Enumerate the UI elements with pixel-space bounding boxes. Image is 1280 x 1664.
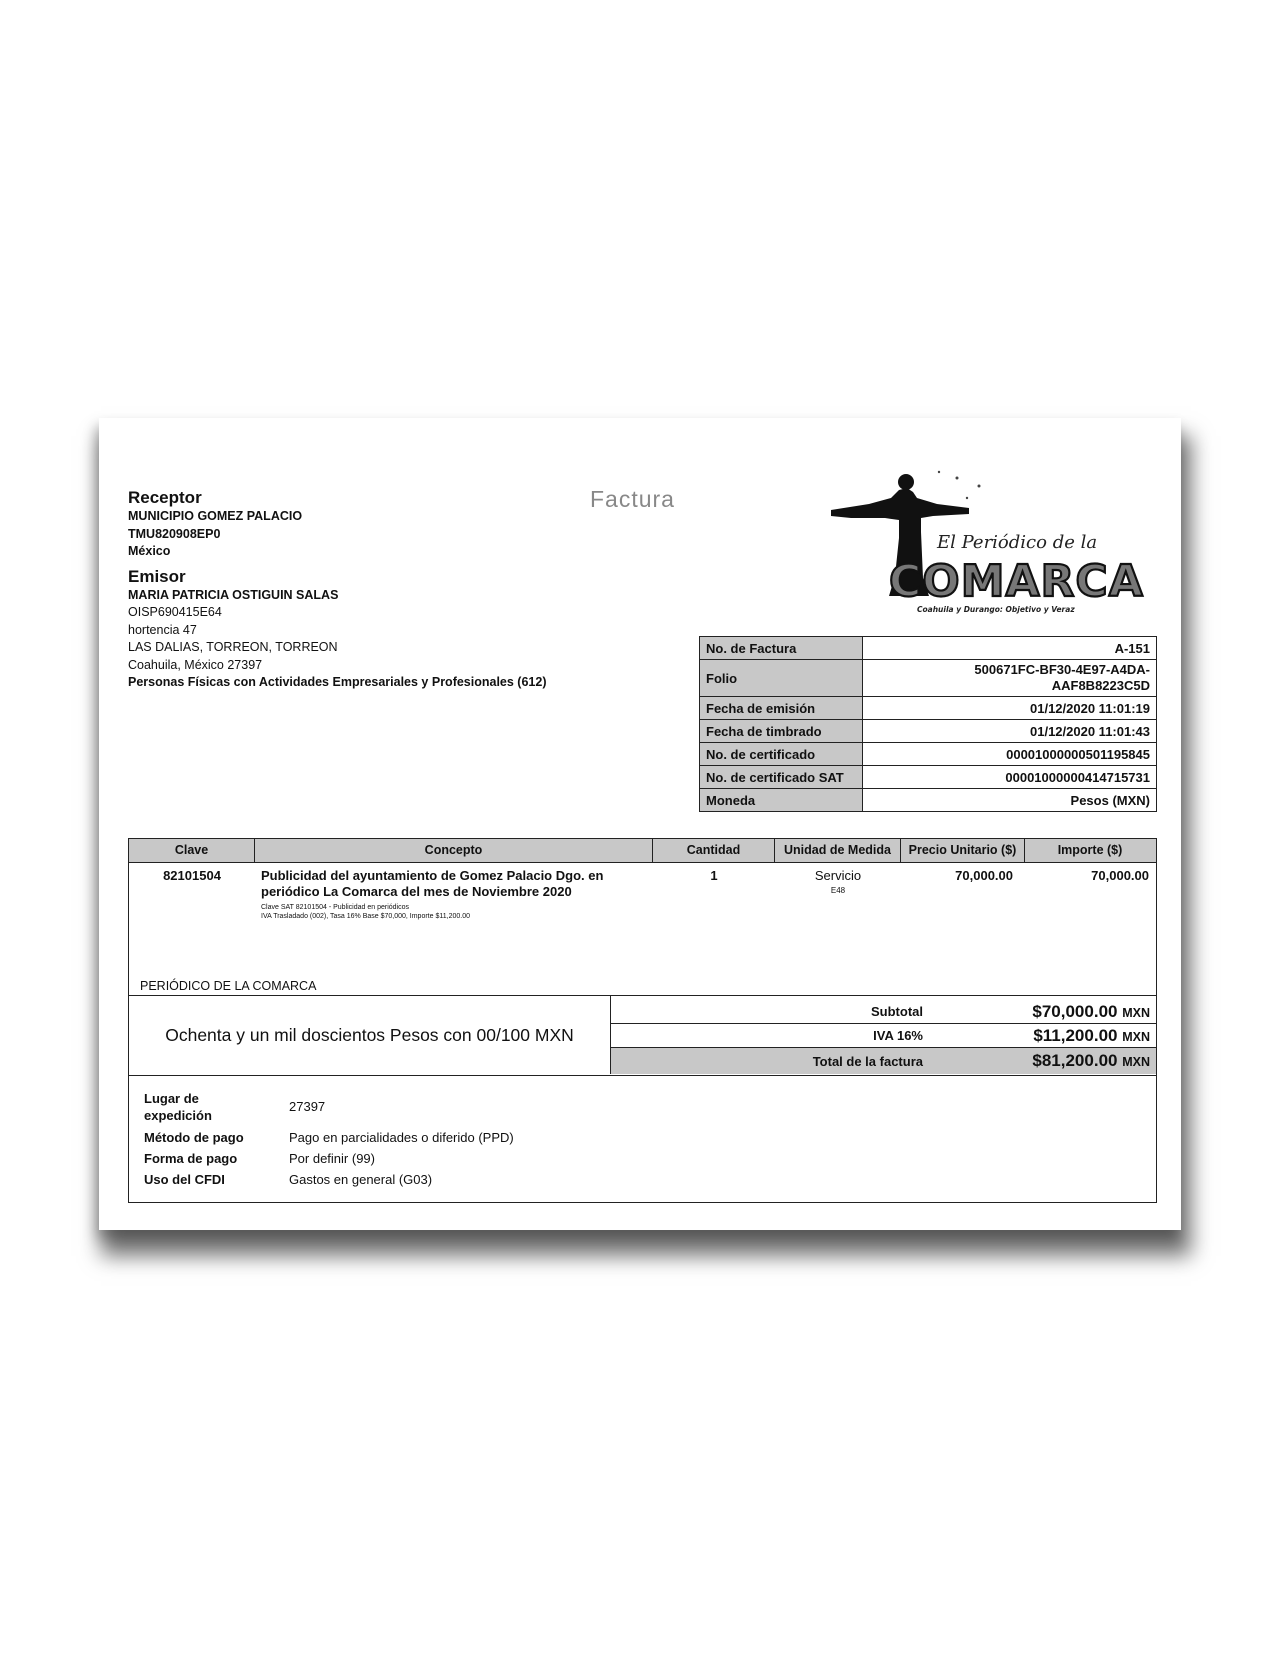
items-table [128,838,1157,996]
meta-label: Folio [700,660,863,697]
emisor-name: MARIA PATRICIA OSTIGUIN SALAS [128,587,339,602]
comarca-logo [829,468,1164,618]
receptor-heading: Receptor [128,488,202,507]
metodo-row [144,1129,514,1146]
iva-label: IVA 16% [873,1028,923,1043]
logo-tagline: Coahuila y Durango: Objetivo y Veraz [917,605,1075,614]
meta-value-folio [863,660,1157,697]
metodo-value: Pago en parcialidades o diferido (PPD) [289,1130,514,1145]
logo-wordmark: COMARCA [889,556,1144,607]
emisor-state: Coahuila, México 27397 [128,657,263,672]
header-cantidad: Cantidad [653,839,775,862]
meta-value: 00001000000501195845 [863,743,1157,766]
cell-unidad [775,868,901,921]
iva-row [611,1024,1156,1048]
cell-importe: 70,000.00 [1091,868,1149,883]
forma-value: Por definir (99) [289,1151,375,1166]
header-precio: Precio Unitario ($) [901,839,1025,862]
invoice-meta-table [699,636,1157,812]
meta-value: 01/12/2020 11:01:19 [863,697,1157,720]
meta-row [700,697,1157,720]
meta-value: 00001000000414715731 [863,766,1157,789]
header-unidad: Unidad de Medida [775,839,901,862]
meta-row [700,660,1157,697]
concepto-line-2: periódico La Comarca del mes de Noviembre 2020 [261,884,572,899]
cell-concepto [255,868,653,921]
lugar-value: 27397 [289,1099,326,1114]
unidad-code: E48 [830,886,846,895]
header-clave: Clave [129,839,255,862]
meta-value: Pesos (MXN) [863,789,1157,812]
amount-in-words: Ochenta y un mil doscientos Pesos con 00/100 MXN [129,996,611,1074]
invoice-sheet [99,418,1181,1230]
emisor-street: hortencia 47 [128,622,197,637]
cell-clave: 82101504 [163,868,221,883]
concepto-line-1: Publicidad del ayuntamiento de Gomez Palacio Dgo. en [261,868,604,883]
receptor-name: MUNICIPIO GOMEZ PALACIO [128,509,303,523]
meta-row [700,766,1157,789]
emisor-regime: Personas Físicas con Actividades Empresariales y Profesionales (612) [128,675,547,689]
lugar-row [144,1090,325,1124]
receptor-rfc: TMU820908EP0 [128,526,221,541]
concepto-detail-2: IVA Trasladado (002), Tasa 16% Base $70,000, Importe $11,200.00 [261,913,470,920]
issuer-label: PERIÓDICO DE LA COMARCA [140,979,317,993]
table-row [129,863,1156,921]
logo-script-text: El Periódico de la [937,532,1098,553]
concepto-detail-1: Clave SAT 82101504 - Publicidad en periódicos [261,904,410,911]
iva-value: $11,200.00 MXN [1033,1025,1150,1045]
total-value: $81,200.00 MXN [1032,1051,1150,1070]
meta-value: 01/12/2020 11:01:43 [863,720,1157,743]
cell-precio: 70,000.00 [955,868,1013,883]
forma-row [144,1150,375,1167]
meta-label: No. de certificado [700,743,863,766]
uso-row [144,1171,432,1188]
metodo-label: Método de pago [144,1130,244,1145]
items-header [129,839,1156,863]
subtotal-label: Subtotal [871,1004,923,1019]
party-info [128,488,598,692]
emisor-rfc: OISP690415E64 [128,605,222,619]
meta-label: Fecha de timbrado [700,720,863,743]
meta-label: Fecha de emisión [700,697,863,720]
subtotal-value: $70,000.00 MXN [1032,1001,1150,1021]
header-importe: Importe ($) [1057,843,1123,857]
meta-label: Moneda [700,789,863,812]
total-label: Total de la factura [812,1053,923,1069]
meta-row [700,789,1157,812]
uso-label: Uso del CFDI [144,1172,225,1187]
unidad-label: Servicio [814,868,862,883]
emisor-heading: Emisor [128,566,186,586]
total-row [611,1048,1156,1074]
lugar-label: Lugar de expedición [144,1091,212,1123]
subtotal-row [611,1000,1156,1024]
header-concepto: Concepto [255,839,653,862]
meta-row [700,637,1157,660]
emisor-colony: LAS DALIAS, TORREON, TORREON [128,640,338,654]
totals-section [128,996,1157,1076]
extra-info [128,1076,1157,1203]
forma-label: Forma de pago [144,1151,238,1166]
meta-value: A-151 [863,637,1157,660]
document-title: Factura [590,486,675,512]
meta-label: No. de certificado SAT [700,766,863,789]
uso-value: Gastos en general (G03) [289,1172,433,1187]
cell-cantidad: 1 [710,868,718,883]
folio-line-2: AAF8B8223C5D [1051,678,1150,693]
folio-line-1: 500671FC-BF30-4E97-A4DA- [974,662,1150,677]
meta-row [700,720,1157,743]
receptor-country: México [128,544,171,558]
meta-row [700,743,1157,766]
meta-label: No. de Factura [700,637,863,660]
